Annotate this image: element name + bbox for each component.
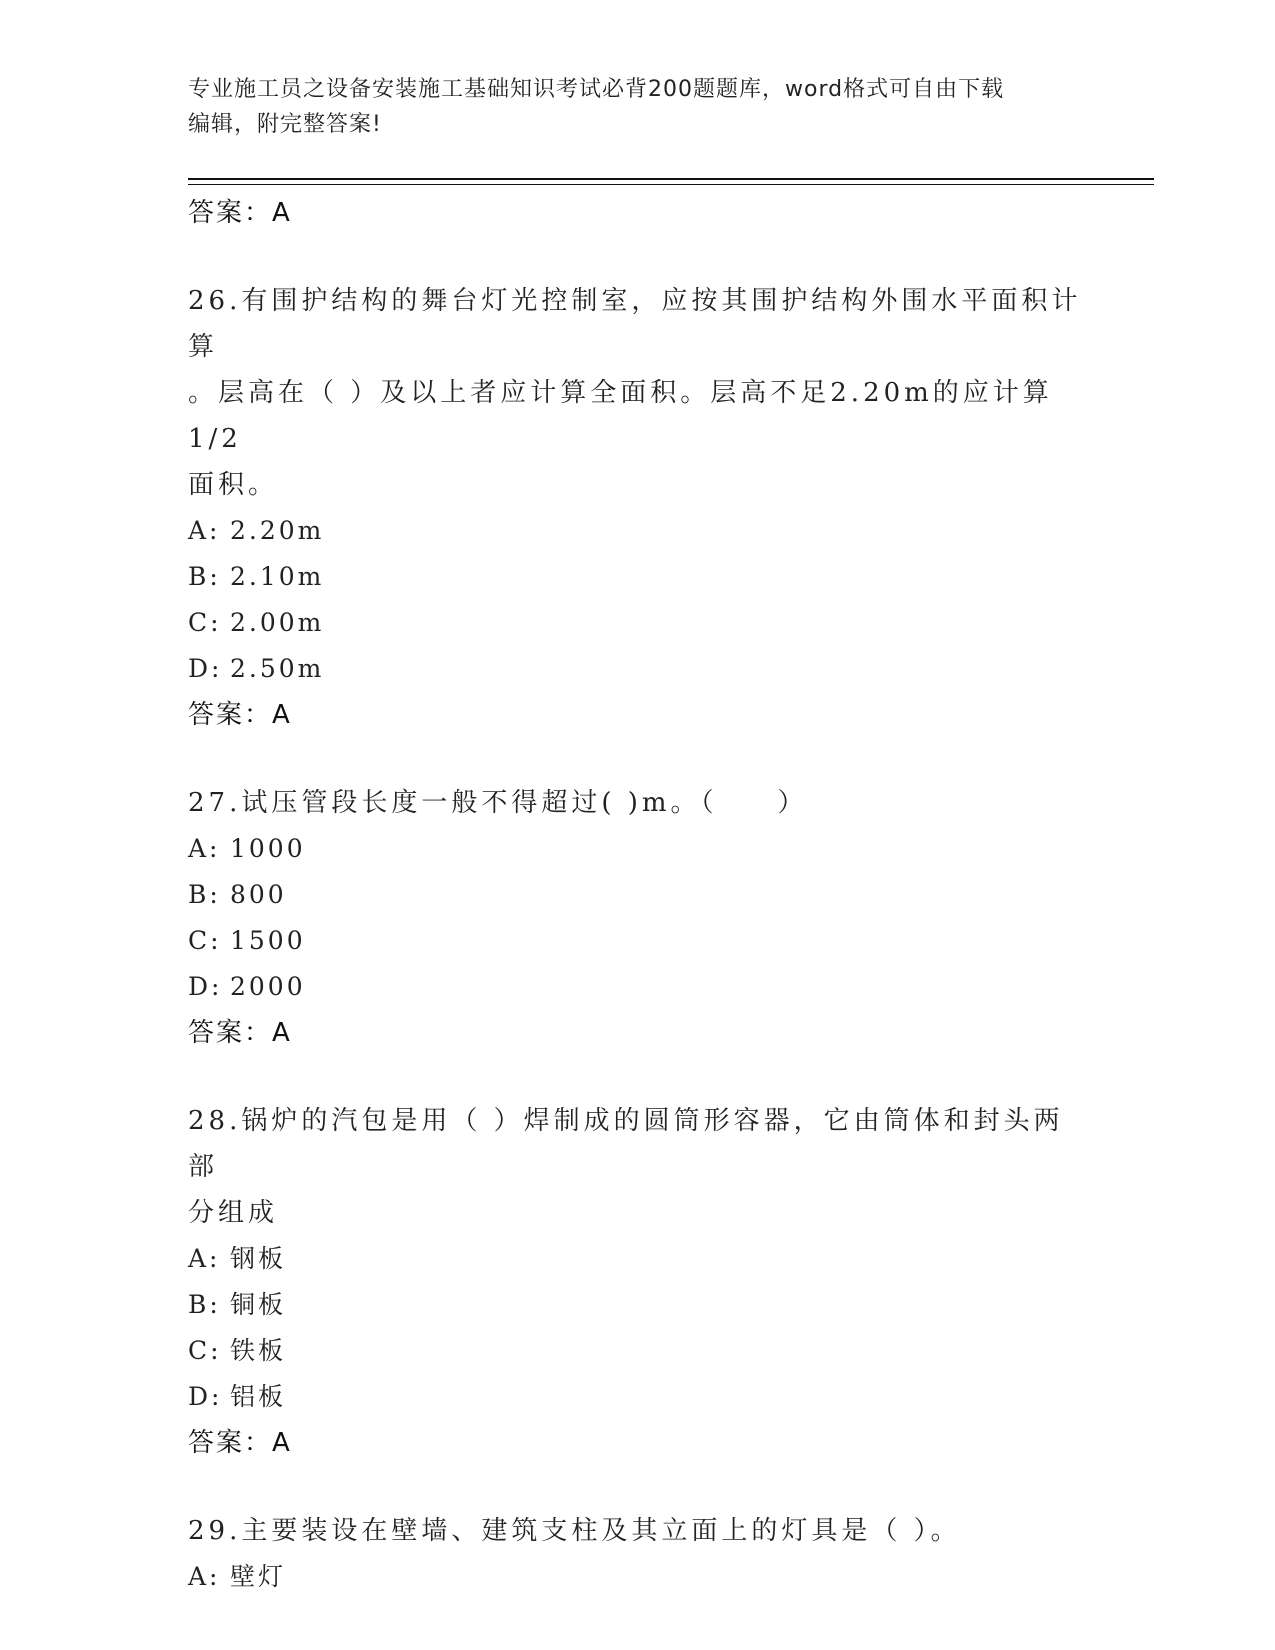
header-title-line-2: 编辑，附完整答案! (188, 112, 382, 137)
option-letter: B: (188, 1290, 221, 1319)
option-text: 1000 (230, 834, 306, 863)
question-stem-line: 面积。 (188, 470, 279, 500)
option-c (188, 1328, 1088, 1374)
option-letter: C: (188, 926, 222, 955)
option-a (188, 1554, 1088, 1600)
option-letter: D: (188, 1382, 223, 1411)
question-stem-line: 27.试压管段长度一般不得超过( )m。（ ） (188, 788, 808, 818)
question-27 (188, 780, 1088, 1056)
answer-line: 答案：A (188, 198, 292, 228)
option-letter: C: (188, 1336, 222, 1365)
option-b (188, 1282, 1088, 1328)
option-text: 铝板 (230, 1382, 287, 1411)
option-b (188, 872, 1088, 918)
option-c (188, 600, 1088, 646)
header-divider-thin (188, 184, 1154, 185)
question-list (188, 190, 1088, 1600)
option-d (188, 646, 1088, 692)
option-text: 2.20m (230, 516, 325, 545)
question-29 (188, 1508, 1088, 1600)
option-letter: A: (188, 516, 221, 545)
option-text: 铁板 (230, 1336, 287, 1365)
answer-line: 答案：A (188, 700, 292, 730)
question-stem-line: 分组成 (188, 1198, 279, 1228)
question-stem-line: 29.主要装设在壁墙、建筑支柱及其立面上的灯具是（ ）。 (188, 1516, 961, 1546)
option-letter: A: (188, 1562, 221, 1591)
option-text: 1500 (230, 926, 306, 955)
option-text: 2.50m (230, 654, 325, 683)
option-c (188, 918, 1088, 964)
option-letter: D: (188, 972, 223, 1001)
answer-line: 答案：A (188, 1018, 292, 1048)
option-a (188, 826, 1088, 872)
option-letter: B: (188, 880, 221, 909)
option-b (188, 554, 1088, 600)
option-text: 钢板 (230, 1244, 287, 1273)
question-28 (188, 1098, 1088, 1466)
option-text: 2.00m (230, 608, 325, 637)
option-d (188, 1374, 1088, 1420)
question-stem-line: 28.锅炉的汽包是用（ ）焊制成的圆筒形容器，它由筒体和封头两部 (188, 1106, 1064, 1182)
option-text: 铜板 (230, 1290, 287, 1319)
question-stem-line: 26.有围护结构的舞台灯光控制室，应按其围护结构外围水平面积计算 (188, 286, 1082, 362)
option-letter: B: (188, 562, 221, 591)
option-text: 壁灯 (230, 1562, 287, 1591)
option-text: 2.10m (230, 562, 325, 591)
answer-line: 答案：A (188, 1428, 292, 1458)
option-letter: A: (188, 1244, 221, 1273)
option-a (188, 508, 1088, 554)
option-letter: D: (188, 654, 223, 683)
option-letter: A: (188, 834, 221, 863)
option-text: 800 (230, 880, 287, 909)
page-header (188, 72, 1088, 142)
option-letter: C: (188, 608, 222, 637)
option-d (188, 964, 1088, 1010)
question-stem-line: 。层高在（ ）及以上者应计算全面积。层高不足2.20m的应计算1/2 (188, 378, 1053, 454)
header-title-line-1: 专业施工员之设备安装施工基础知识考试必背200题题库，word格式可自由下载 (188, 77, 1005, 102)
header-divider-thick (188, 178, 1154, 180)
option-a (188, 1236, 1088, 1282)
option-text: 2000 (230, 972, 306, 1001)
question-26 (188, 278, 1088, 738)
